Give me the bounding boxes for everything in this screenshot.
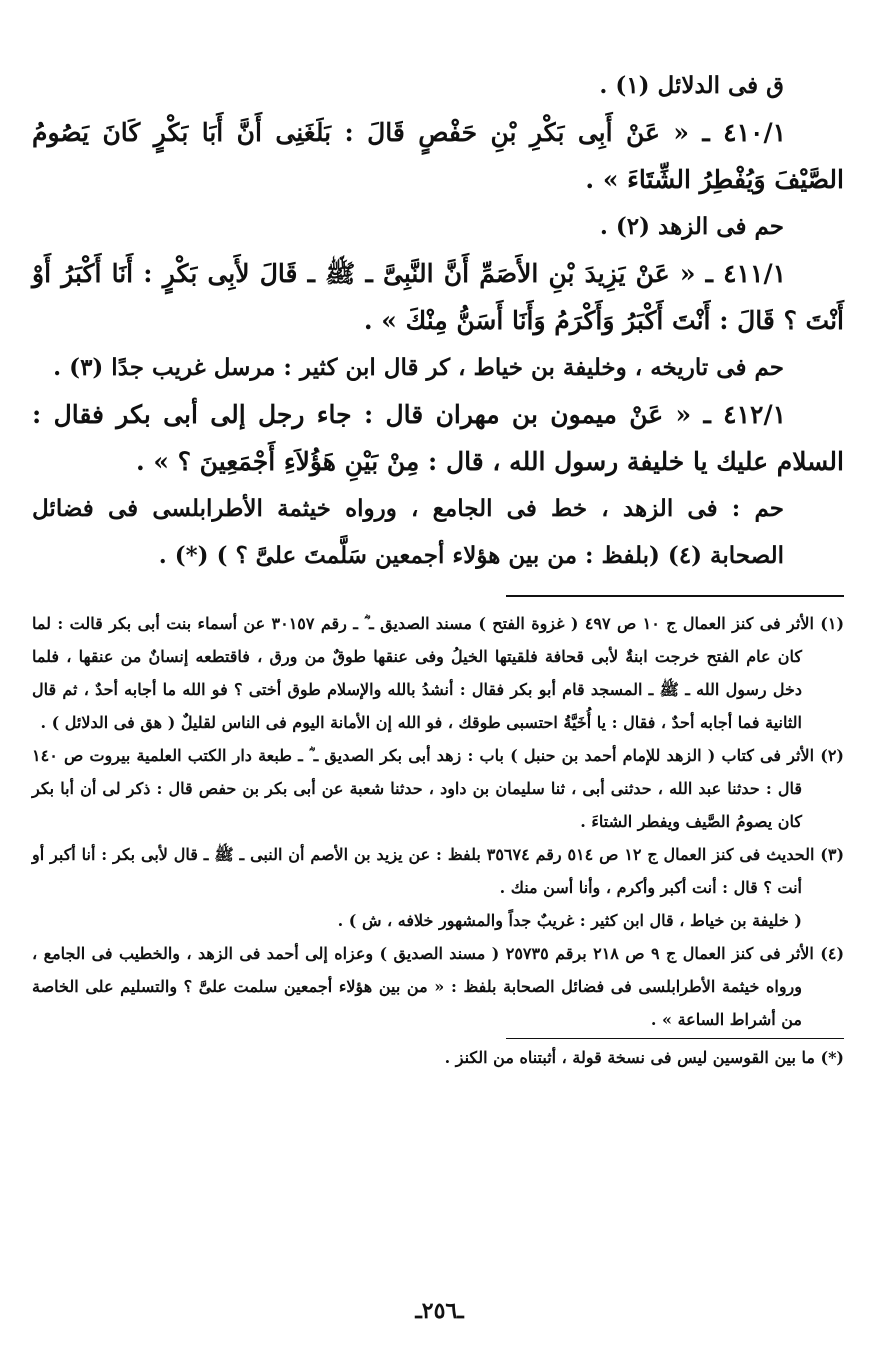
source-line: حم فى الزهد (٢) . <box>599 213 784 240</box>
page-number: ـ٢٥٦ـ <box>415 1298 464 1324</box>
hadith-411: ٤١١/١ ـ « عَنْ يَزِيدَ بْنِ الأَصَمِّ أَنَّ النَّبِىَّ ـ ﷺ ـ قَالَ لأَبِى بَكْرٍ : أَنَا أَكْبَرُ أَوْ أَنْتَ ؟ قَالَ : أَنْتَ أَكْبَرُ وَأَكْرَمُ وَأَنَا أَسَنُّ مِنْكَ » . <box>32 259 844 335</box>
hadith-410: ٤١٠/١ ـ « عَنْ أَبِى بَكْرِ بْنِ حَفْصٍ قَالَ : بَلَغَنِى أَنَّ أَبَا بَكْرٍ كَانَ يَصُومُ الصَّيْفَ وَيُفْطِرُ الشِّتَاءَ » . <box>32 118 844 194</box>
footnote-separator <box>506 595 844 597</box>
page-body <box>32 62 844 1074</box>
footnote-2: (٢) الأثر فى كتاب ( الزهد للإمام أحمد بن حنبل ) باب : زهد أبى بكر الصديق ـ ؓ ـ طبعة دار الكتب العلمية بيروت ص ١٤٠ قال : حدثنا عبد الله ، حدثنى أبى ، ثنا سليمان بن داود ، حدثنا شعبة عن أبى بكر بن حفص قال : ذكر لى أن أبا بكر كان يصومُ الصَّيف ويفطر الشتاءَ . <box>32 746 844 831</box>
star-note: (*) ما بين القوسين ليس فى نسخة قولة ، أثبتناه من الكنز . <box>444 1048 844 1067</box>
footnote-3: (٣) الحديث فى كنز العمال ج ١٢ ص ٥١٤ رقم ٣٥٦٧٤ بلفظ : عن يزيد بن الأصم أن النبى ـ ﷺ ـ قال لأبى بكر : أنا أكبر أو أنت ؟ قال : أنت أكبر وأكرم ، وأنا أسن منك . <box>32 845 845 897</box>
source-line: ق فى الدلائل (١) . <box>599 72 784 99</box>
footnote-3-continuation: ( خليفة بن خياط ، قال ابن كثير : غريبٌ جداً والمشهور خلافه ، ش ) . <box>337 911 802 930</box>
hadith-412: ٤١٢/١ ـ « عَنْ ميمون بن مهران قال : جاء رجل إلى أبى بكر فقال : السلام عليك يا خليفة رسول الله ، قال : مِنْ بَيْنِ هَؤُلاَءِ أَجْمَعِينَ ؟ » . <box>32 400 844 476</box>
footnote-4: (٤) الأثر فى كنز العمال ج ٩ ص ٢١٨ برقم ٢٥٧٣٥ ( مسند الصديق ) وعزاه إلى أحمد فى الزهد ، والخطيب فى الجامع ، ورواه خيثمة الأطرابلسى فى فضائل الصحابة بلفظ : « من بين هؤلاء أجمعين سلمت علىَّ ؟ والتسليم على الخاصة من أشراط الساعة » . <box>32 944 845 1029</box>
footnotes <box>32 607 844 1074</box>
source-line: حم : فى الزهد ، خط فى الجامع ، ورواه خيثمة الأطرابلسى فى فضائل الصحابة (٤) (بلفظ : من بين هؤلاء أجمعين سَلَّمتَ علىَّ ؟ ) (*) . <box>32 495 784 569</box>
star-note-separator <box>506 1038 844 1039</box>
main-text <box>32 62 844 579</box>
source-line: حم فى تاريخه ، وخليفة بن خياط ، كر قال ابن كثير : مرسل غريب جدًا (٣) . <box>53 354 784 381</box>
footnote-1: (١) الأثر فى كنز العمال ج ١٠ ص ٤٩٧ ( غزوة الفتح ) مسند الصديق ـ ؓ ـ رقم ٣٠١٥٧ عن أسماء بنت أبى بكر قالت : لما كان عام الفتح خرجت ابنةٌ لأبى قحافة فلقيتها الخيلُ وفى عنقها طوقٌ من ورق ، فاقتطعه إنسانٌ من عنقها ، فلما دخل رسول الله ـ ﷺ ـ المسجد قام أبو بكر فقال : أنشدُ بالله والإسلام طوق أختى ؟ فو الله ما أجابه أحدٌ ، ثم قال الثانية فما أجابه أحدٌ ، فقال : يا أُخَيَّةُ احتسبى طوقك ، فو الله إن الأمانة اليوم فى الناس لقليلٌ ( هق فى الدلائل ) . <box>32 614 845 732</box>
